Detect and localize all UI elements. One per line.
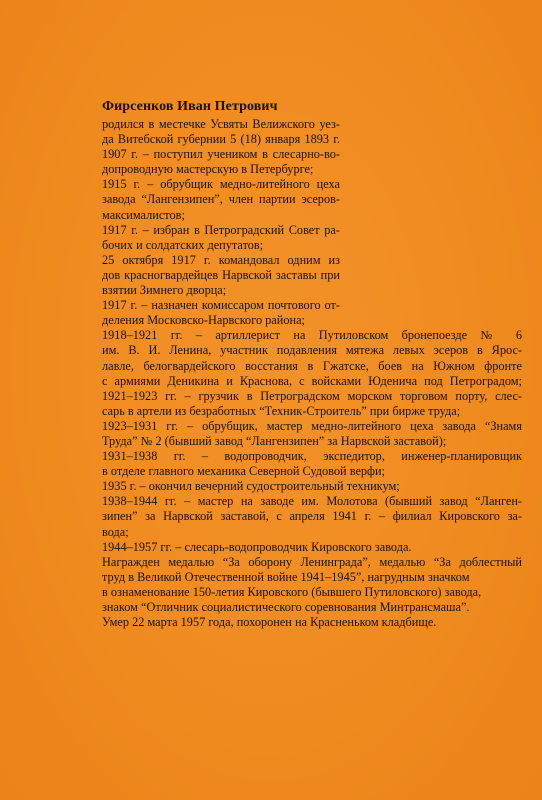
bio-line: родился в местечке Усвяты Велижского уез- xyxy=(102,117,340,131)
bio-line: максималистов; xyxy=(102,207,185,222)
bio-line: да Витебской губернии 5 (18) января 1893 г. xyxy=(102,132,340,147)
bio-line: дов красногвардейцев Нарвской заставы при xyxy=(102,267,340,282)
bio-line: деления Московско-Нарвского района; xyxy=(102,313,305,328)
bio-line: 1907 г. – поступил учеником в слесарно-во- xyxy=(102,147,340,162)
bio-line: в отделе главного механика Северной Судовой верфи; xyxy=(102,464,386,479)
bio-line: 1918–1921 гг. – артиллерист на Путиловском бронепоезде № 6 xyxy=(102,328,522,343)
bio-line: 1923–1931 гг. – обрубщик, мастер медно-литейного цеха завода “Знамя xyxy=(102,418,522,433)
bio-line: взятии Зимнего дворца; xyxy=(102,283,227,298)
bio-line: Труда” № 2 (бывший завод “Лангензипен” за Нарвской заставой); xyxy=(102,433,447,448)
bio-line: 1944–1957 гг. – слесарь-водопроводчик Кировского завода. xyxy=(102,539,412,554)
bio-line: 1938–1944 гг. – мастер на заводе им. Молотова (бывший завод “Ланген- xyxy=(102,494,522,509)
bio-line: 1915 г. – обрубщик медно-литейного цеха xyxy=(102,177,340,192)
bio-line: допроводную мастерскую в Петербурге; xyxy=(102,162,314,177)
bio-line: 1931–1938 гг. – водопроводчик, экспедитор, инженер-планировщик xyxy=(102,449,522,464)
bio-line: 1921–1923 гг. – грузчик в Петроградском морском торговом порту, слес- xyxy=(102,388,522,403)
bio-line: 1917 г. – избран в Петроградский Совет ра- xyxy=(102,222,340,237)
bio-line: сарь в артели из безработных “Техник-Строитель” при бирже труда; xyxy=(102,403,461,418)
bio-line: знаком “Отличник социалистического соревнования Минтрансмаша”. xyxy=(102,600,470,614)
bio-line: Награжден медалью “За оборону Ленинграда”, медалью “За доблестный xyxy=(102,554,522,569)
biography-text xyxy=(102,117,522,630)
bio-line: зипен” за Нарвской заставой, с апреля 1941 г. – филиал Кировского за- xyxy=(102,509,522,524)
bio-line: 1935 г. – окончил вечерний судостроительный техникум; xyxy=(102,479,400,494)
bio-line: Умер 22 марта 1957 года, похоронен на Красненьком кладбище. xyxy=(102,615,437,630)
bio-line: 25 октября 1917 г. командовал одним из xyxy=(102,252,340,267)
bio-line: лавле, белогвардейского восстания в Гжатске, боев на Южном фронте xyxy=(102,358,522,373)
bio-line: 1917 г. – назначен комиссаром почтового от- xyxy=(102,298,340,313)
bio-line: бочих и солдатских депутатов; xyxy=(102,237,264,252)
bio-line: труд в Великой Отечественной войне 1941–1945”, нагрудным значком xyxy=(102,569,470,584)
bio-line: с армиями Деникина и Краснова, с войсками Юденича под Петроградом; xyxy=(102,373,522,388)
person-name: Фирсенков Иван Петрович xyxy=(102,99,278,114)
bio-line: вода; xyxy=(102,524,129,539)
bio-line: в ознаменование 150-летия Кировского (бывшего Путиловского) завода, xyxy=(102,584,482,599)
bio-line: им. В. И. Ленина, участник подавления мятежа левых эсеров в Ярос- xyxy=(102,343,522,358)
bio-line: завода “Лангензипен”, член партии эсеров- xyxy=(102,192,340,207)
